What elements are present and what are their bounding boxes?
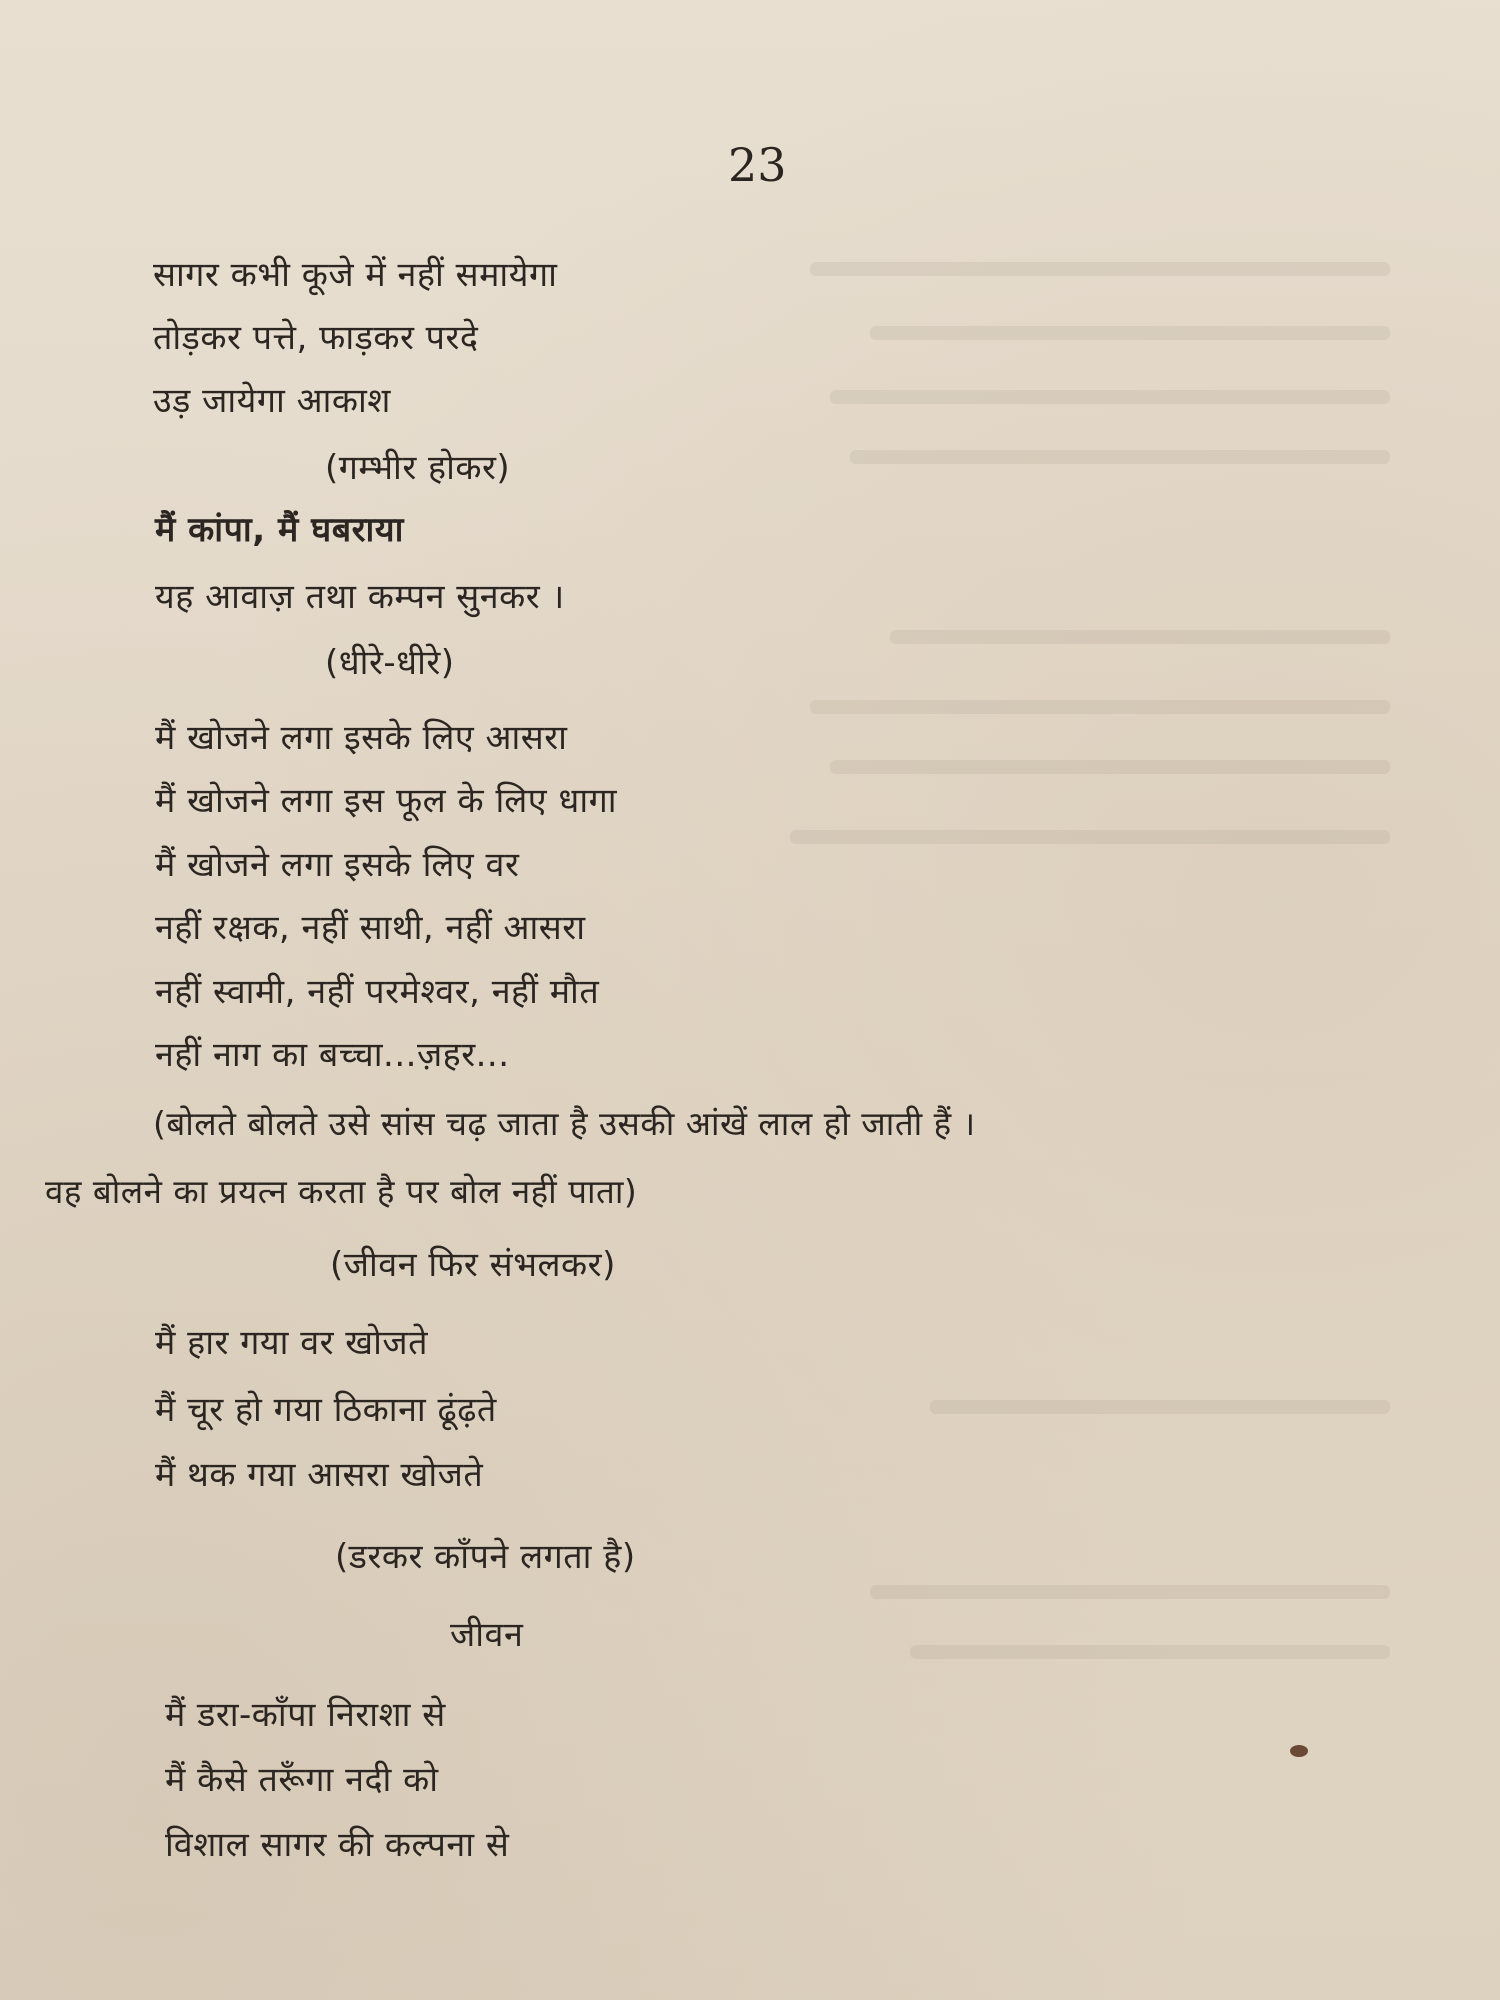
paper-stain — [1290, 1745, 1308, 1757]
verse-line: सागर कभी कूजे में नहीं समायेगा — [153, 255, 558, 295]
show-through-mark — [870, 326, 1390, 340]
page-number: 23 — [728, 138, 787, 192]
stage-direction: (जीवन फिर संभलकर) — [330, 1245, 616, 1285]
verse-line: मैं कैसे तरूँगा नदी को — [165, 1760, 439, 1800]
stage-direction: (डरकर काँपने लगता है) — [335, 1537, 636, 1577]
verse-line: मैं थक गया आसरा खोजते — [155, 1455, 484, 1495]
verse-line: मैं चूर हो गया ठिकाना ढूंढ़ते — [155, 1390, 497, 1430]
verse-line: तोड़कर पत्ते, फाड़कर परदे — [153, 318, 479, 358]
show-through-mark — [930, 1400, 1390, 1414]
verse-line: मैं हार गया वर खोजते — [155, 1323, 429, 1363]
verse-line: यह आवाज़ तथा कम्पन सुनकर । — [155, 577, 565, 617]
verse-line: नहीं रक्षक, नहीं साथी, नहीं आसरा — [155, 908, 586, 948]
speaker-name: जीवन — [450, 1615, 524, 1655]
verse-line: विशाल सागर की कल्पना से — [165, 1825, 510, 1865]
verse-line: नहीं स्वामी, नहीं परमेश्वर, नहीं मौत — [155, 972, 600, 1012]
show-through-mark — [790, 830, 1390, 844]
verse-line: मैं डरा-काँपा निराशा से — [165, 1695, 446, 1735]
show-through-mark — [850, 450, 1390, 464]
verse-line: उड़ जायेगा आकाश — [153, 381, 391, 421]
stage-direction: वह बोलने का प्रयत्न करता है पर बोल नहीं पाता) — [45, 1172, 638, 1211]
verse-line: मैं खोजने लगा इसके लिए आसरा — [155, 718, 568, 758]
show-through-mark — [810, 700, 1390, 714]
show-through-mark — [810, 262, 1390, 276]
stage-direction: (गम्भीर होकर) — [325, 448, 511, 488]
stage-direction: (धीरे-धीरे) — [325, 643, 455, 683]
show-through-mark — [830, 760, 1390, 774]
verse-line: मैं खोजने लगा इस फूल के लिए धागा — [155, 781, 618, 821]
verse-line: नहीं नाग का बच्चा...ज़हर... — [155, 1035, 510, 1075]
show-through-mark — [870, 1585, 1390, 1599]
verse-line: मैं कांपा, मैं घबराया — [155, 510, 404, 550]
show-through-mark — [910, 1645, 1390, 1659]
verse-line: मैं खोजने लगा इसके लिए वर — [155, 845, 520, 885]
show-through-mark — [830, 390, 1390, 404]
stage-direction: (बोलते बोलते उसे सांस चढ़ जाता है उसकी आंखें लाल हो जाती हैं । — [153, 1104, 976, 1143]
show-through-mark — [890, 630, 1390, 644]
